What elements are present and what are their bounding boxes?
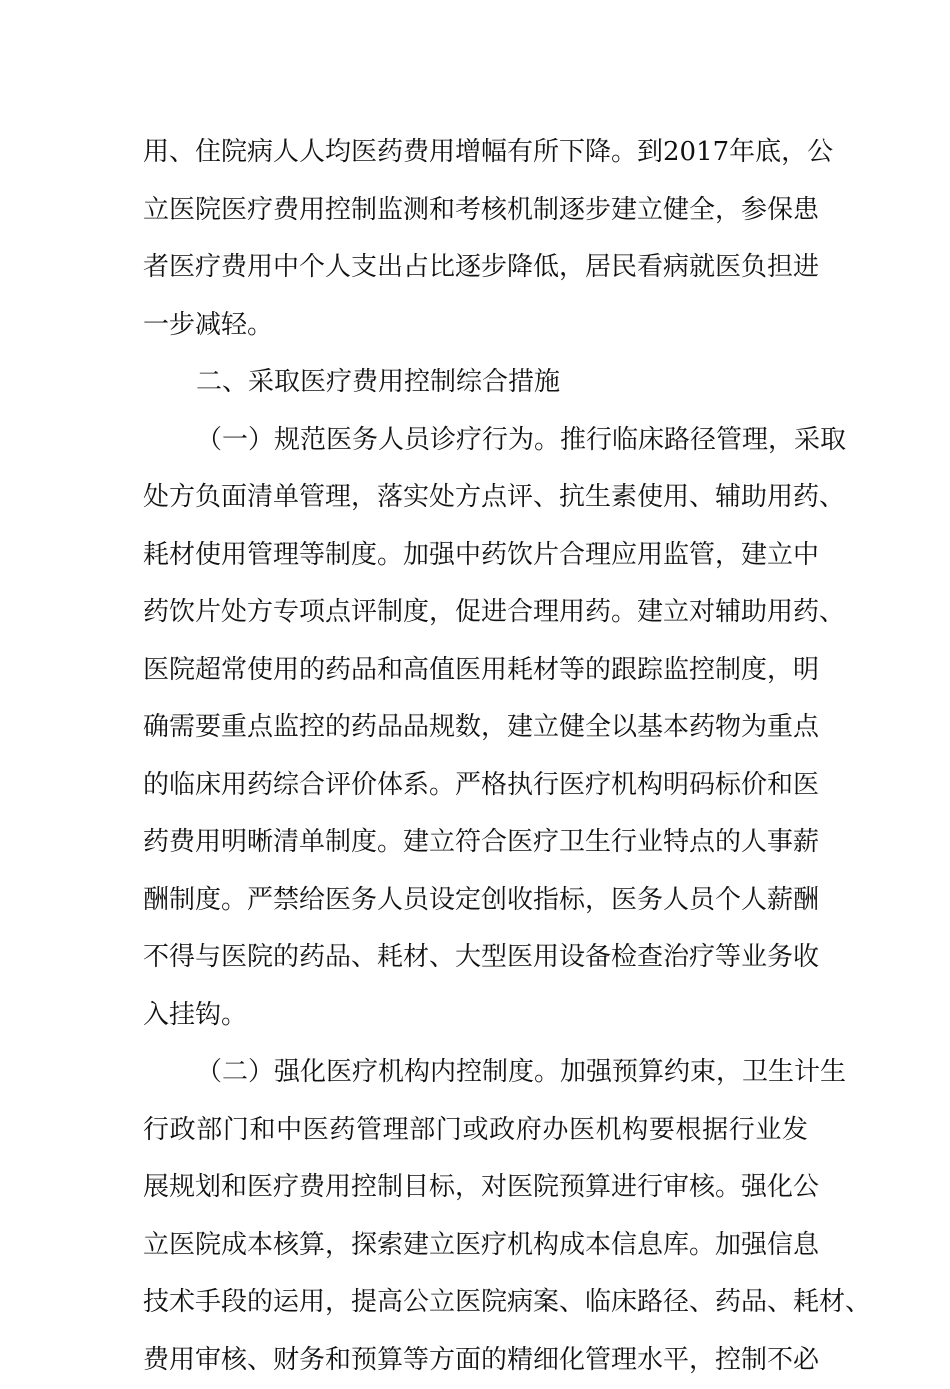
- text-line: （一）规范医务人员诊疗行为。推行临床路径管理，采取: [143, 412, 808, 470]
- text-line: 确需要重点监控的药品品规数，建立健全以基本药物为重点: [143, 699, 808, 757]
- text-line: 药饮片处方专项点评制度，促进合理用药。建立对辅助用药、: [143, 584, 808, 642]
- text-line: 者医疗费用中个人支出占比逐步降低，居民看病就医负担进: [143, 239, 808, 297]
- text-line: 入挂钩。: [143, 987, 808, 1045]
- text-line: 一步减轻。: [143, 297, 808, 355]
- text-line: 药费用明晰清单制度。建立符合医疗卫生行业特点的人事薪: [143, 814, 808, 872]
- text-line: 立医院成本核算，探索建立医疗机构成本信息库。加强信息: [143, 1217, 808, 1275]
- text-line: 行政部门和中医药管理部门或政府办医机构要根据行业发: [143, 1102, 808, 1160]
- text-line: 处方负面清单管理，落实处方点评、抗生素使用、辅助用药、: [143, 469, 808, 527]
- text-line: 立医院医疗费用控制监测和考核机制逐步建立健全，参保患: [143, 182, 808, 240]
- text-line: （二）强化医疗机构内控制度。加强预算约束，卫生计生: [143, 1044, 808, 1102]
- text-line: 展规划和医疗费用控制目标，对医院预算进行审核。强化公: [143, 1159, 808, 1217]
- text-line: 耗材使用管理等制度。加强中药饮片合理应用监管，建立中: [143, 527, 808, 585]
- text-line: 二、采取医疗费用控制综合措施: [143, 354, 808, 412]
- text-line: 的临床用药综合评价体系。严格执行医疗机构明码标价和医: [143, 757, 808, 815]
- text-line: 用、住院病人人均医药费用增幅有所下降。到2017年底，公: [143, 124, 808, 182]
- text-line: 不得与医院的药品、耗材、大型医用设备检查治疗等业务收: [143, 929, 808, 987]
- text-line: 酬制度。严禁给医务人员设定创收指标，医务人员个人薪酬: [143, 872, 808, 930]
- body-text: [143, 124, 808, 1389]
- text-line: 医院超常使用的药品和高值医用耗材等的跟踪监控制度，明: [143, 642, 808, 700]
- text-line: 技术手段的运用，提高公立医院病案、临床路径、药品、耗材、: [143, 1274, 808, 1332]
- text-line: 费用审核、财务和预算等方面的精细化管理水平，控制不必: [143, 1332, 808, 1389]
